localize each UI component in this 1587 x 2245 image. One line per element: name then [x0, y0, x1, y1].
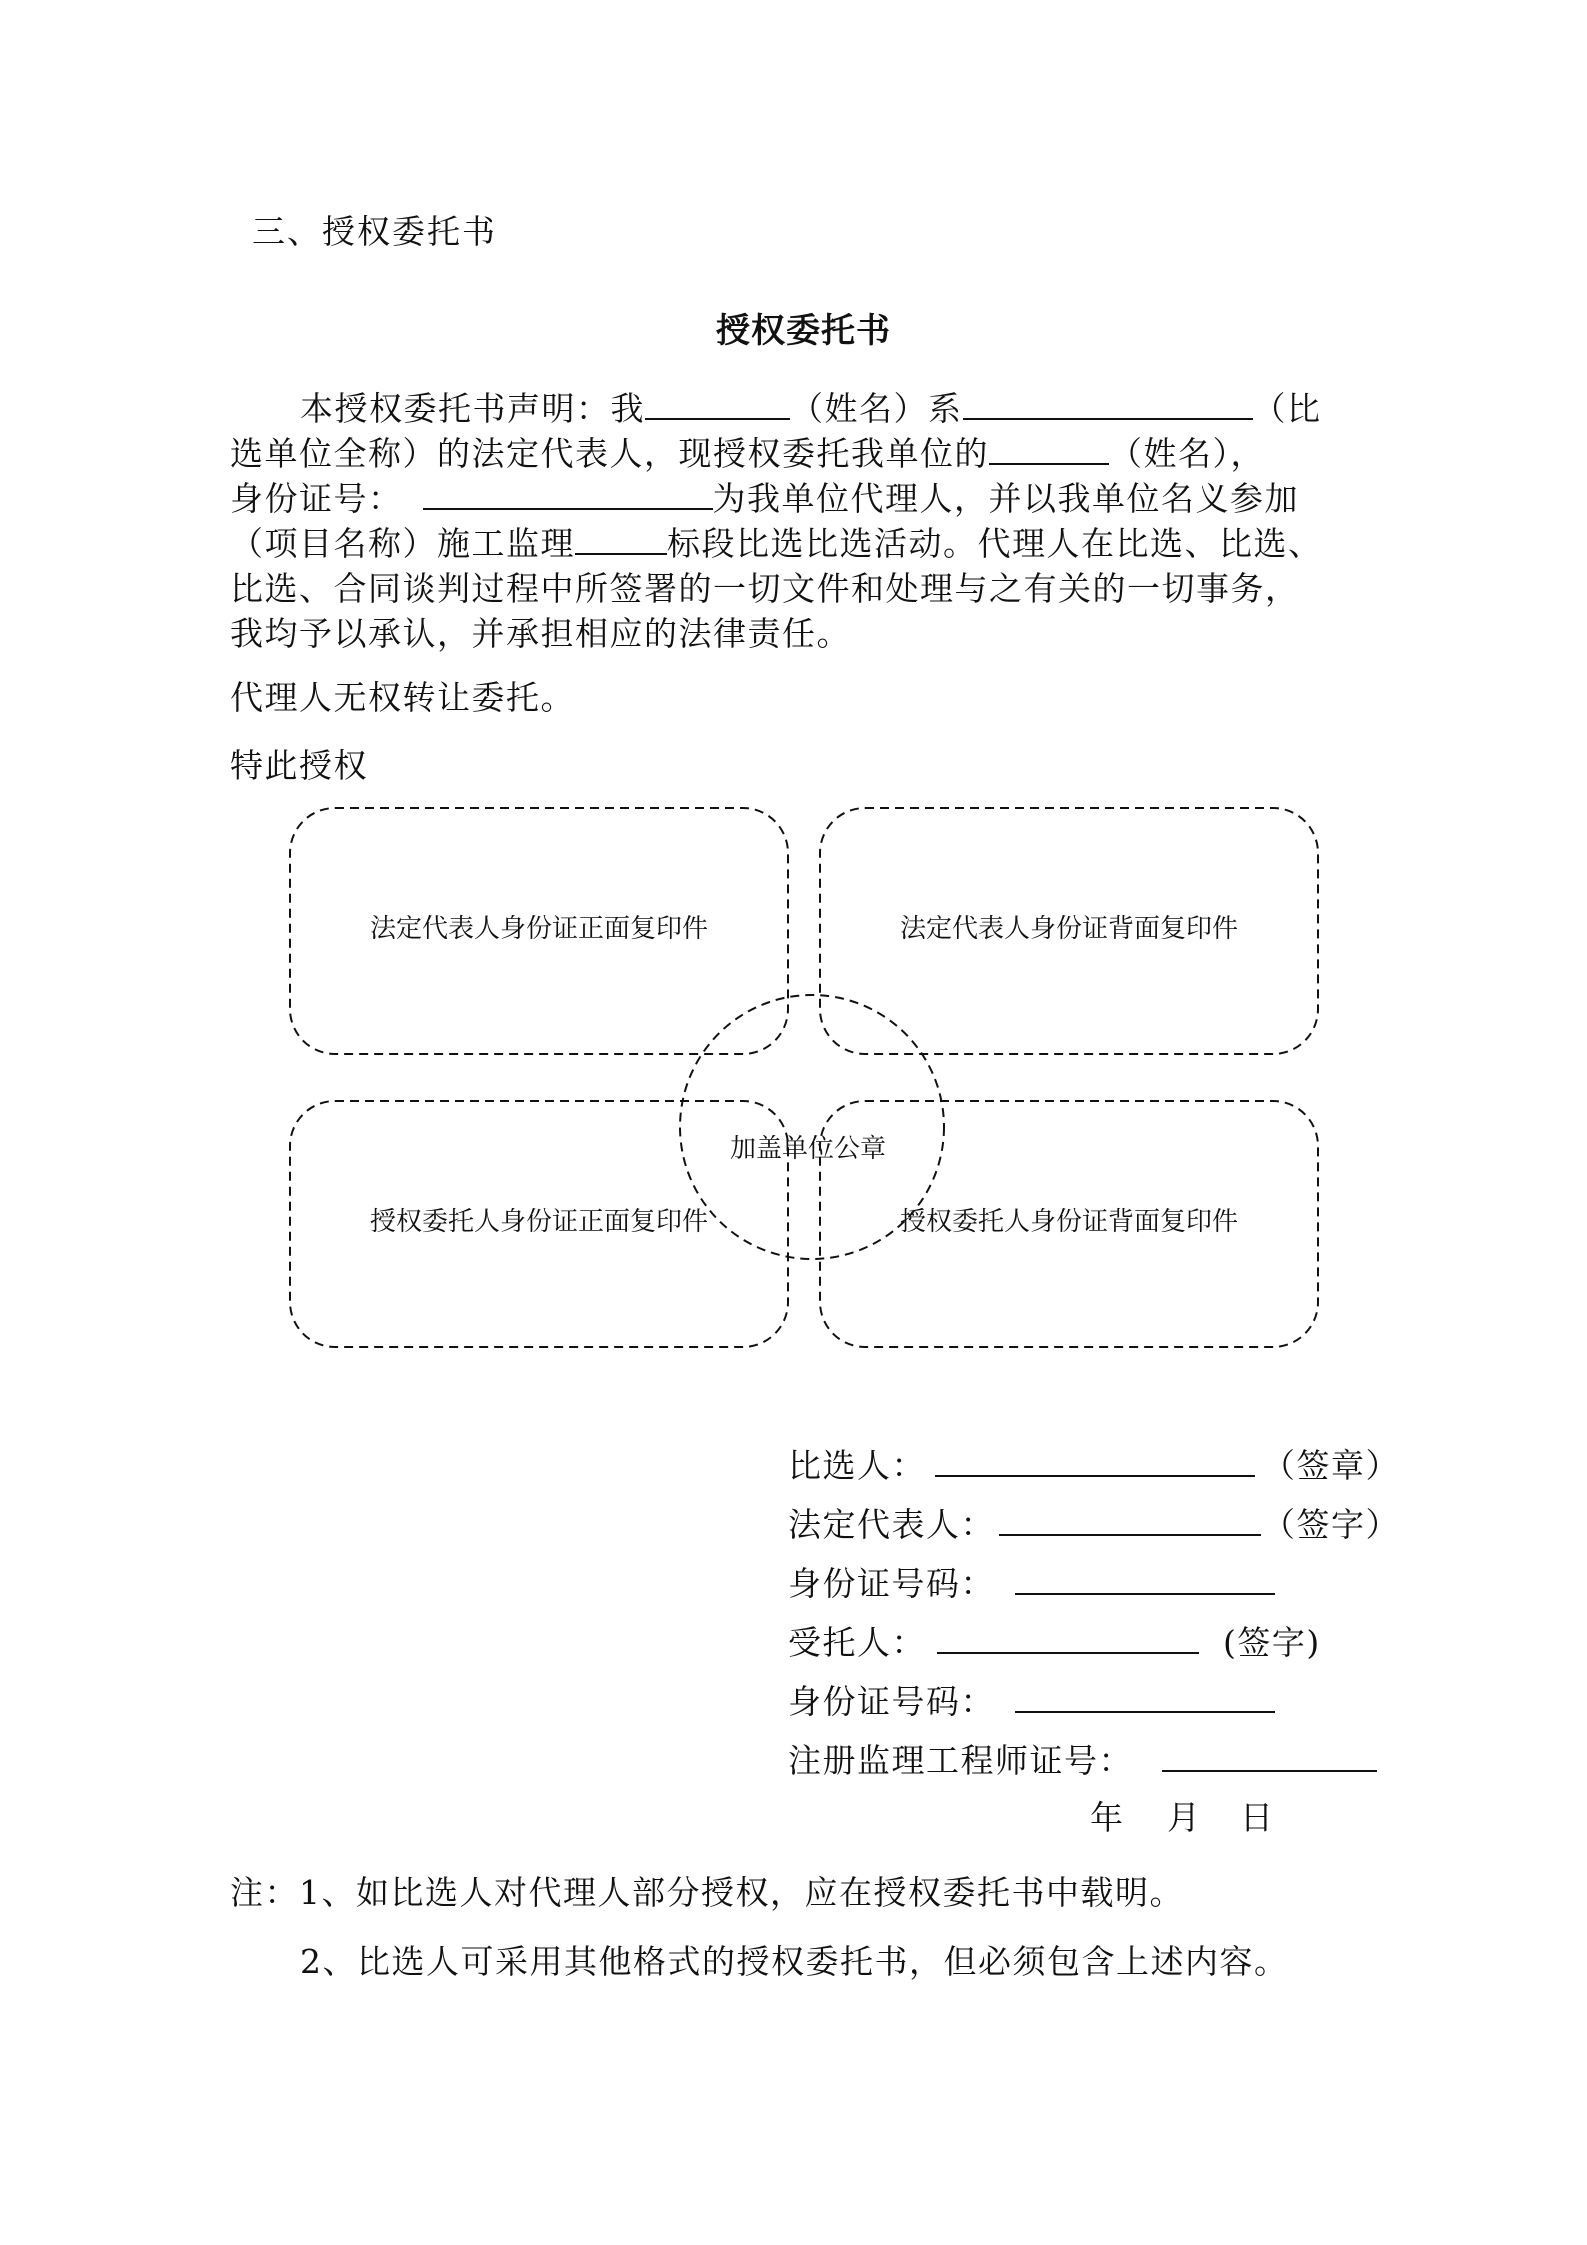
body-line-3: 身份证号： 为我单位代理人，并以我单位名义参加	[230, 479, 1299, 518]
body-line-5: 比选、合同谈判过程中所签署的一切文件和处理与之有关的一切事务，	[230, 569, 1300, 608]
id-number-line-1[interactable]	[1015, 1593, 1275, 1595]
id-number-row-2: 身份证号码：	[788, 1682, 995, 1721]
body-line-4: （项目名称）施工监理 标段比选比选活动。代理人在比选、比选、	[230, 524, 1323, 563]
date-month: 月	[1167, 1798, 1202, 1837]
legal-rep-row: 法定代表人：	[788, 1505, 995, 1544]
note-2: 2、比选人可采用其他格式的授权委托书，但必须包含上述内容。	[300, 1942, 1289, 1981]
document-title: 授权委托书	[716, 311, 891, 351]
hereby-authorize-text: 特此授权	[230, 746, 368, 785]
legal-rep-id-back-label: 法定代表人身份证背面复印件	[899, 914, 1239, 944]
bidder-stamp-suffix: （签章）	[1262, 1446, 1400, 1485]
agent-id-front-label: 授权委托人身份证正面复印件	[369, 1207, 709, 1237]
id-number-row-1: 身份证号码：	[788, 1564, 995, 1603]
body-line-6: 我均予以承认，并承担相应的法律责任。	[230, 614, 851, 653]
bidder-signature-line[interactable]	[935, 1475, 1255, 1477]
id-number-line-2[interactable]	[1015, 1711, 1275, 1713]
legal-rep-signature-line[interactable]	[999, 1534, 1261, 1536]
engineer-cert-row: 注册监理工程师证号：	[788, 1741, 1133, 1780]
body-line-1: 本授权委托书声明：我 （姓名）系 （比	[300, 389, 1322, 428]
date-day: 日	[1240, 1798, 1275, 1837]
section-heading: 三、授权委托书	[252, 212, 497, 251]
engineer-cert-line[interactable]	[1162, 1770, 1377, 1772]
agent-id-back-label: 授权委托人身份证背面复印件	[899, 1207, 1239, 1237]
note-1: 注：1、如比选人对代理人部分授权，应在授权委托书中载明。	[230, 1873, 1184, 1912]
date-year: 年	[1090, 1798, 1125, 1837]
legal-rep-id-front-label: 法定代表人身份证正面复印件	[369, 914, 709, 944]
bidder-row: 比选人：	[788, 1446, 926, 1485]
body-line-2: 选单位全称）的法定代表人，现授权委托我单位的 （姓名），	[230, 434, 1265, 473]
no-transfer-text: 代理人无权转让委托。	[230, 678, 575, 717]
agent-sign-suffix: (签字)	[1223, 1623, 1321, 1662]
company-seal-label: 加盖单位公章	[729, 1134, 887, 1164]
agent-row: 受托人：	[788, 1623, 926, 1662]
legal-rep-sign-suffix: （签字）	[1262, 1505, 1400, 1544]
agent-signature-line[interactable]	[937, 1652, 1199, 1654]
